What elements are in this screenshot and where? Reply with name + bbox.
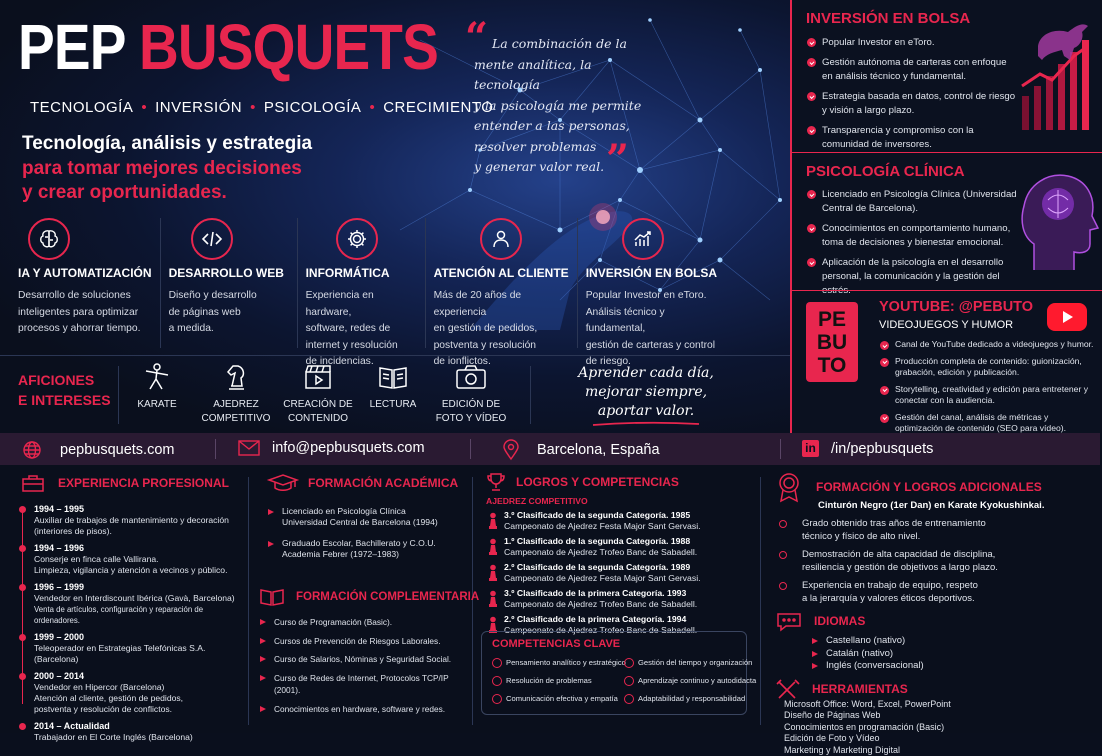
skill-ia [10,218,161,348]
adicional-line: Demostración de alta capacidad de disciplina, [802,549,1094,562]
logro-event: Campeonato de Ajedrez Trofeo Banc de Sabadell. [504,599,756,610]
complementaria-section [260,588,470,715]
tagline-item: INVERSIÓN [155,99,242,116]
logro-event: Campeonato de Ajedrez Festa Major Sant Gervasi. [504,573,756,584]
logros-section [486,472,756,640]
formacion-section [268,474,468,560]
experience-item [34,582,247,626]
location [503,440,660,460]
formacion-item [268,506,468,528]
headline-line: y crear oportunidades. [22,181,302,205]
quote-open-icon: “ [465,18,488,58]
hobby-edicion [428,362,514,426]
logro-event: Campeonato de Ajedrez Trofeo Banc de Sabadell. [504,625,756,636]
tagline-item: TECNOLOGÍA [30,99,133,116]
logro-rank: 3.º Clasificado de la segunda Categoría. 1985 [504,510,690,520]
competencia-item: Aprendizaje continuo y autodidacta [624,676,744,685]
skill-desc-line: procesos y ahorrar tiempo. [18,321,152,338]
adicional-item [776,518,1094,543]
skills-row [10,218,700,348]
experience-years: 1996 – 1999 [34,582,84,592]
hobbies-title [18,370,111,410]
logro-event: Campeonato de Ajedrez Festa Major Sant Gervasi. [504,521,756,532]
experience-item [34,721,247,743]
email-link[interactable] [238,440,425,456]
adicional-item [776,580,1094,605]
inversion-title: INVERSIÓN EN BOLSA [806,10,1016,27]
adicional-line: Experiencia en trabajo de equipo, respeto [802,580,1094,593]
herramientas-title: HERRAMIENTAS [812,682,908,696]
experience-years: 1994 – 1995 [34,504,84,514]
skill-desc-line: Diseño y desarrollo [169,288,289,305]
logo-text: TO [806,354,858,377]
brain-head-icon [1012,160,1098,278]
skill-title: DESARROLLO WEB [169,266,289,280]
complementaria-title: FORMACIÓN COMPLEMENTARIA [296,591,479,603]
logros-title: LOGROS Y COMPETENCIAS [516,475,679,489]
tagline-item: PSICOLOGÍA [264,99,362,116]
tagline-item: CRECIMIENTO [383,99,493,116]
experience-line: Vendedor en Hipercor (Barcelona) [34,682,247,693]
chess-pawn-icon [488,590,498,608]
motto-line: Aprender cada día, [556,364,736,383]
skill-informatica [298,218,426,348]
experience-item [34,543,247,576]
experience-line: Vendedor en Interdiscount Ibérica (Gavà, Barcelona) [34,593,247,604]
skill-title: IA Y AUTOMATIZACIÓN [18,266,152,280]
skill-title: INVERSIÓN EN BOLSA [586,266,717,280]
logro-rank: 3.º Clasificado de la primera Categoría. 1993 [504,588,686,598]
quote-line: y la psicología me permite [474,96,644,117]
experiencia-section [22,474,247,743]
skill-web [161,218,298,348]
complementaria-item: Curso de Redes de Internet, Protocolos TCP/IP (2001). [260,672,470,697]
contact-bar [0,433,1100,465]
adicional-line: Grado obtenido tras años de entrenamiento [802,518,1094,531]
gear-icon [336,218,378,260]
logro-rank: 2.º Clasificado de la segunda Categoría. 1989 [504,562,690,572]
skill-desc-line: internet y resolución [306,338,417,355]
code-icon [191,218,233,260]
motto-underline [591,421,701,427]
hobby-label: COMPETITIVO [193,412,279,426]
logro-item [486,562,756,584]
logro-rank: 2.º Clasificado de la primera Categoría. 1994 [504,614,686,624]
chart-icon [622,218,664,260]
trophy-icon [486,472,506,492]
youtube-play-icon[interactable] [1047,302,1087,332]
globe-icon [22,440,42,460]
linkedin-icon: in [802,440,819,457]
skill-title: ATENCIÓN AL CLIENTE [434,266,569,280]
experience-line: postventa y resolución de conflictos. [34,704,247,715]
experience-line: Atención al cliente, gestión de pedidos, [34,693,247,704]
formacion-line: Licenciado en Psicología Clínica [282,506,468,517]
hobby-karate [114,362,200,412]
motto-line: aportar valor. [556,402,736,421]
linkedin-text[interactable]: /in/pepbusquets [831,441,933,457]
hobbies-title-line: E INTERESES [18,390,111,410]
hobby-contenido [275,362,361,426]
hobby-label: CONTENIDO [275,412,361,426]
psicologia-item: Licenciado en Psicología Clínica (Universidad Central de Barcelona). [806,188,1026,216]
psicologia-item: Conocimientos en comportamiento humano, toma de decisiones y bienestar emocional. [806,222,1026,250]
chess-knight-icon [219,362,253,392]
headline-main: Tecnología, análisis y estrategia [22,133,312,155]
skill-desc [18,288,152,338]
quote-line: resolver problemas [474,137,644,158]
chess-pawn-icon [488,564,498,582]
tagline: TECNOLOGÍA • INVERSIÓN • PSICOLOGÍA • CRECIMIENTO [30,99,493,116]
pebuto-logo [806,302,858,382]
location-text: Barcelona, España [537,442,660,458]
headline-accent [22,157,302,205]
herramienta-item: Diseño de Páginas Web [784,710,1094,722]
skill-desc-line: software, redes de [306,321,417,338]
competencia-item: Comunicación efectiva y empatía [492,694,624,703]
logro-item [486,536,756,558]
hobby-label: LECTURA [350,398,436,412]
formacion-line: Graduado Escolar, Bachillerato y C.O.U. [282,538,468,549]
mail-icon [238,440,260,456]
experience-item [34,504,247,537]
quote-line: entender a las personas, [474,116,644,137]
karate-icon [140,362,174,392]
formacion-title: FORMACIÓN ACADÉMICA [308,476,458,490]
formacion-item [268,538,468,560]
skill-desc-line: postventa y resolución [434,338,569,355]
hobby-label: CREACIÓN DE [275,398,361,412]
website-link[interactable] [22,440,174,460]
experience-years: 1999 – 2000 [34,632,84,642]
adicionales-section [776,472,1094,756]
chess-pawn-icon [488,512,498,530]
motto [556,364,736,427]
logro-item [486,588,756,610]
camera-icon [454,362,488,392]
competencia-item: Gestión del tiempo y organización [624,658,744,667]
hobby-label: KARATE [114,398,200,412]
skill-desc-line: de páginas web [169,305,289,322]
chess-pawn-icon [488,538,498,556]
experience-line: Limpieza, vigilancia y atención a vecinos y público. [34,565,247,576]
youtube-subtitle: VIDEOJUEGOS Y HUMOR [879,319,1097,331]
idioma-item: Catalán (nativo) [812,648,1094,661]
adicional-item [776,549,1094,574]
hobby-ajedrez [193,362,279,426]
open-book-icon [260,588,284,606]
competencia-item: Resolución de problemas [492,676,624,685]
idiomas-title: IDIOMAS [814,614,865,628]
logro-event: Campeonato de Ajedrez Trofeo Banc de Sabadell. [504,547,756,558]
tools-icon [776,679,800,699]
email-text[interactable]: info@pepbusquets.com [272,440,425,456]
quote-line: La combinación de la [474,34,644,55]
youtube-title: YOUTUBE: @PEBUTO [879,299,1097,315]
skill-desc-line: Popular Investor en eToro. [586,288,717,305]
medal-icon [776,472,802,502]
quote-line: mente analítica, la tecnología [474,55,644,96]
belt-text: Cinturón Negro (1er Dan) en Karate Kyokushinkai. [818,500,1094,511]
lower-section [0,465,1100,733]
logro-item [486,510,756,532]
hobbies-title-line: AFICIONES [18,370,111,390]
skill-desc-line: Experiencia en hardware, [306,288,417,321]
linkedin-link[interactable] [802,440,933,457]
experience-line: (interiores de pisos). [34,526,247,537]
skill-title: INFORMÁTICA [306,266,417,280]
formacion-line: Universidad Central de Barcelona (1994) [282,517,468,528]
skill-desc [169,288,289,338]
graduation-cap-icon [268,474,298,492]
competencia-item: Pensamiento analítico y estratégico [492,658,624,667]
quote-close-icon: ” [606,140,629,180]
complementaria-item: Curso de Salarios, Nóminas y Seguridad Social. [260,653,470,666]
logros-subtitle: AJEDREZ COMPETITIVO [486,496,756,506]
hobby-label: AJEDREZ [193,398,279,412]
motto-line: mejorar siempre, [556,383,736,402]
herramienta-item: Conocimientos en programación (Basic) [784,722,1094,734]
experience-line: Auxiliar de trabajos de mantenimiento y decoración [34,515,247,526]
brain-icon [28,218,70,260]
competencias-title: COMPETENCIAS CLAVE [492,638,736,650]
complementaria-item: Cursos de Prevención de Riesgos Laborales. [260,635,470,648]
youtube-item: Canal de YouTube dedicado a videojuegos y humor. [879,339,1097,351]
idioma-item: Castellano (nativo) [812,635,1094,648]
experiencia-title: EXPERIENCIA PROFESIONAL [58,476,229,490]
psicologia-title: PSICOLOGÍA CLÍNICA [806,163,1026,180]
skill-atencion [426,218,578,348]
adicional-line: técnico y físico de alto nivel. [802,531,1094,544]
experience-item [34,632,247,665]
herramienta-item: Microsoft Office: Word, Excel, PowerPoint [784,699,1094,711]
skill-desc-line: Análisis técnico y fundamental, [586,305,717,338]
experience-years: 2000 – 2014 [34,671,84,681]
experience-item [34,671,247,715]
hobby-label: FOTO Y VÍDEO [428,412,514,426]
logo-text: PE [806,308,858,331]
skill-inversion [578,218,725,348]
experience-line: Conserje en finca calle Vallirana. [34,554,247,565]
map-pin-icon [503,440,519,460]
hobby-label: EDICIÓN DE [428,398,514,412]
website-text[interactable]: pepbusquets.com [60,442,174,458]
herramienta-item: Edición de Foto y Vídeo [784,733,1094,745]
logo-text: BU [806,331,858,354]
complementaria-item: Conocimientos en hardware, software y redes. [260,703,470,716]
formacion-line: Academia Febrer (1972–1983) [282,549,468,560]
youtube-item: Producción completa de contenido: guionización, grabación, edición y publicación. [879,356,1097,379]
youtube-item: Storytelling, creatividad y edición para entretener y conectar con la audiencia. [879,384,1097,407]
skill-desc-line: a medida. [169,321,289,338]
competencias-box [481,631,747,715]
headline-line: para tomar mejores decisiones [22,157,302,181]
inversion-item: Gestión autónoma de carteras con enfoque en análisis técnico y fundamental. [806,56,1016,84]
last-name: BUSQUETS [139,11,438,83]
skill-desc-line: de ionflictos. [434,354,569,371]
competencia-item: Adaptabilidad y responsabilidad [624,694,744,703]
right-column [790,0,1100,433]
inversion-item: Estrategia basada en datos, control de riesgo y visión a largo plazo. [806,90,1016,118]
experience-line: Teleoperador en Estrategias Telefónicas S.A. (Barcelona) [34,643,247,665]
adicional-line: resiliencia y gestión de objetivos a largo plazo. [802,562,1094,575]
hobby-lectura [350,362,436,412]
full-name [18,12,438,82]
skill-desc-line: de riesgo. [586,354,717,371]
bull-chart-icon [1018,16,1096,134]
complementaria-item: Curso de Programación (Basic). [260,616,470,629]
briefcase-icon [22,474,44,492]
skill-desc-line: de incidencias. [306,354,417,371]
quote-line: y generar valor real. [474,157,644,178]
logro-rank: 1.º Clasificado de la segunda Categoría. 1988 [504,536,690,546]
youtube-item: Gestión del canal, análisis de métricas y optimización de contenido (SEO para vídeo). [879,412,1097,435]
experience-years: 2014 – Actualidad [34,721,110,731]
clapperboard-icon [301,362,335,392]
inversion-item: Transparencia y compromiso con la comunidad de inversores. [806,124,1016,152]
skill-desc-line: inteligentes para optimizar [18,305,152,322]
skill-desc-line: Más de 20 años de experiencia [434,288,569,321]
psicologia-item: Aplicación de la psicología en el desarrollo personal, la comunicación y la gestión del [806,256,1026,298]
book-icon [376,362,410,392]
adicionales-title: FORMACIÓN Y LOGROS ADICIONALES [816,480,1042,494]
skill-desc-line: en gestión de pedidos, [434,321,569,338]
inversion-section [806,10,1016,158]
inversion-item: Popular Investor en eToro. [806,36,1016,50]
experience-line: Venta de artículos, configuración y reparación de ordenadores. [34,604,247,626]
experience-years: 1994 – 1996 [34,543,84,553]
first-name: PEP [18,11,125,83]
speech-bubble-icon [776,611,802,631]
skill-desc-line: Desarrollo de soluciones [18,288,152,305]
users-icon [480,218,522,260]
idioma-item: Inglés (conversacional) [812,660,1094,673]
herramienta-item: Marketing y Marketing Digital [784,745,1094,756]
adicional-line: a la jerarquía y valores éticos deportivos. [802,593,1094,606]
skill-desc-line: gestión de carteras y control [586,338,717,355]
experience-line: Trabajador en El Corte Inglés (Barcelona) [34,732,247,743]
psicologia-section [806,163,1026,304]
